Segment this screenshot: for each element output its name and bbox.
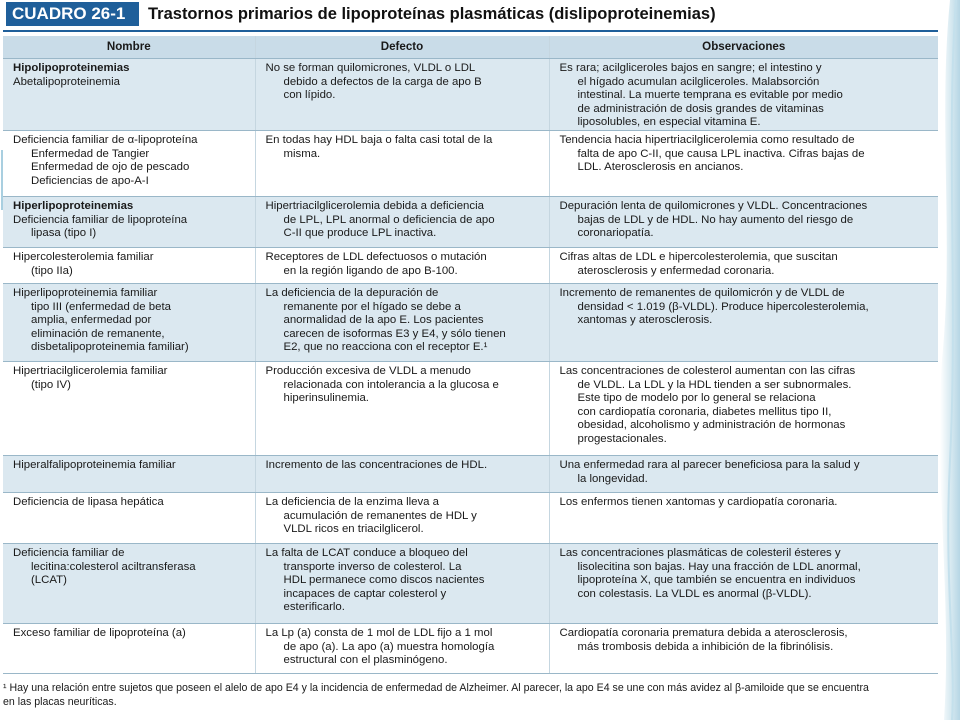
cell-nombre bbox=[3, 247, 255, 283]
cell-line: lipoproteína X, que también se encuentra en individuos bbox=[577, 574, 856, 587]
cell-line: La falta de LCAT conduce a bloqueo del bbox=[265, 546, 468, 559]
cell-line: obesidad, alcoholismo y administración de hormonas bbox=[577, 419, 846, 432]
cell-line: Una enfermedad rara al parecer beneficiosa para la salud y bbox=[559, 458, 860, 471]
cell-line: estructural con el plasminógeno. bbox=[283, 654, 448, 667]
cell-nombre bbox=[3, 455, 255, 492]
table-body bbox=[3, 59, 938, 674]
cell-line: Es rara; acilgliceroles bajos en sangre; el intestino y bbox=[559, 62, 822, 74]
cell-observaciones bbox=[549, 196, 938, 247]
cell-line: Los enfermos tienen xantomas y cardiopatía coronaria. bbox=[559, 495, 838, 508]
cell-defecto bbox=[255, 283, 549, 361]
cell-line: hiperinsulinemia. bbox=[283, 392, 369, 405]
cell-defecto bbox=[255, 361, 549, 455]
cell-line: Hipertriacilglicerolemia familiar bbox=[13, 364, 168, 377]
table-row bbox=[3, 361, 938, 455]
table-header-row bbox=[3, 36, 938, 59]
cell-line: en la región ligando de apo B-100. bbox=[283, 264, 458, 277]
table-row bbox=[3, 196, 938, 247]
cell-line: (LCAT) bbox=[31, 574, 67, 587]
cell-line: Producción excesiva de VLDL a menudo bbox=[265, 364, 471, 377]
cell-defecto bbox=[255, 130, 549, 196]
cell-line: Deficiencia familiar de lipoproteína bbox=[13, 213, 188, 226]
column-header-nombre: Nombre bbox=[3, 36, 255, 59]
cell-line: con cardiopatía coronaria, diabetes mellitus tipo II, bbox=[577, 405, 832, 418]
cell-line: La Lp (a) consta de 1 mol de LDL fijo a 1 mol bbox=[265, 626, 493, 639]
cell-line: con lípido. bbox=[283, 89, 336, 102]
cell-observaciones bbox=[549, 492, 938, 543]
cell-line: HDL permanece como discos nacientes bbox=[283, 574, 485, 587]
cell-line: Hipercolesterolemia familiar bbox=[13, 250, 154, 263]
table-row bbox=[3, 455, 938, 492]
cell-defecto bbox=[255, 59, 549, 131]
footnote-line: ¹ Hay una relación entre sujetos que poseen el alelo de apo E4 y la incidencia de enfermedad de Alzheimer. Al parecer, la apo E4 se une con más avidez al β-amiloide que se encuentra bbox=[3, 682, 869, 694]
cell-observaciones bbox=[549, 623, 938, 673]
cell-line: eliminación de remanente, bbox=[31, 327, 165, 340]
cell-line: Enfermedad de Tangier bbox=[31, 147, 150, 160]
cell-line: tipo III (enfermedad de beta bbox=[31, 300, 171, 313]
cell-defecto bbox=[255, 247, 549, 283]
cell-line: Cardiopatía coronaria prematura debida a aterosclerosis, bbox=[559, 626, 848, 639]
title-rule bbox=[3, 30, 938, 32]
cell-line: con colestasis. La VLDL es anormal (β-VLDL). bbox=[577, 587, 812, 600]
cell-line: el hígado acumulan acilgliceroles. Malabsorción bbox=[577, 75, 820, 88]
cell-defecto bbox=[255, 623, 549, 673]
cell-line: Depuración lenta de quilomicrones y VLDL. Concentraciones bbox=[559, 199, 868, 212]
cell-nombre bbox=[3, 543, 255, 623]
cell-line: falta de apo C-II, que causa LPL inactiva. Cifras bajas de bbox=[577, 147, 865, 160]
cell-line: relacionada con intolerancia a la glucosa e bbox=[283, 378, 499, 391]
cell-observaciones bbox=[549, 361, 938, 455]
cell-line: transporte inverso de colesterol. La bbox=[283, 560, 462, 573]
table-row bbox=[3, 59, 938, 131]
cell-observaciones bbox=[549, 543, 938, 623]
cell-line: VLDL ricos en triacilglicerol. bbox=[283, 523, 424, 536]
table-row bbox=[3, 247, 938, 283]
cell-observaciones bbox=[549, 59, 938, 131]
cell-line: Deficiencia de lipasa hepática bbox=[13, 495, 164, 508]
table-row bbox=[3, 492, 938, 543]
lipoprotein-disorders-table bbox=[3, 36, 938, 674]
cell-line: acumulación de remanentes de HDL y bbox=[283, 509, 477, 522]
cell-line: lipasa (tipo I) bbox=[31, 227, 97, 240]
cell-line: más trombosis debida a inhibición de la fibrinólisis. bbox=[577, 640, 834, 653]
cell-defecto bbox=[255, 455, 549, 492]
cell-line: carecen de isoformas E3 y E4, y sólo tienen bbox=[283, 327, 506, 340]
footnote bbox=[3, 682, 938, 709]
cell-line: anormalidad de la apo E. Los pacientes bbox=[283, 314, 484, 327]
cell-nombre bbox=[3, 623, 255, 673]
cell-line: LDL. Aterosclerosis en ancianos. bbox=[577, 161, 744, 174]
cell-line: aterosclerosis y enfermedad coronaria. bbox=[577, 264, 775, 277]
cell-line: Hiperlipoproteinemia familiar bbox=[13, 286, 158, 299]
cell-observaciones bbox=[549, 283, 938, 361]
column-header-defecto: Defecto bbox=[255, 36, 549, 59]
cell-line: de administración de dosis grandes de vitaminas bbox=[577, 102, 824, 115]
cell-line: Cifras altas de LDL e hipercolesterolemia, que suscitan bbox=[559, 250, 838, 263]
cell-line: Hiperalfalipoproteinemia familiar bbox=[13, 458, 176, 471]
cell-line: (tipo IIa) bbox=[31, 264, 73, 277]
cell-defecto bbox=[255, 196, 549, 247]
cell-line: remanente por el hígado se debe a bbox=[283, 300, 461, 313]
cell-line: Hipertriacilglicerolemia debida a deficiencia bbox=[265, 199, 484, 212]
group-heading: Hiperlipoproteinemias bbox=[13, 199, 134, 212]
cell-line: de VLDL. La LDL y la HDL tienden a ser subnormales. bbox=[577, 378, 852, 391]
cell-line: Las concentraciones de colesterol aumentan con las cifras bbox=[559, 364, 856, 377]
cell-line: E2, que no reacciona con el receptor E.¹ bbox=[283, 341, 488, 354]
table-row bbox=[3, 623, 938, 673]
cell-line: Deficiencia familiar de α-lipoproteína bbox=[13, 133, 198, 146]
cell-line: esterificarlo. bbox=[283, 601, 345, 614]
table-row bbox=[3, 543, 938, 623]
cell-line: de apo (a). La apo (a) muestra homología bbox=[283, 640, 495, 653]
footnote-line: en las placas neuríticas. bbox=[3, 695, 117, 708]
cell-line: Este tipo de modelo por lo general se relaciona bbox=[577, 392, 816, 405]
cell-line: La deficiencia de la depuración de bbox=[265, 286, 439, 299]
cell-nombre bbox=[3, 130, 255, 196]
cell-line: C-II que produce LPL inactiva. bbox=[283, 227, 437, 240]
cell-nombre bbox=[3, 59, 255, 131]
cell-line: Incremento de remanentes de quilomicrón y de VLDL de bbox=[559, 286, 845, 299]
cell-line: lecitina:colesterol aciltransferasa bbox=[31, 560, 196, 573]
cell-nombre bbox=[3, 492, 255, 543]
cell-line: Receptores de LDL defectuosos o mutación bbox=[265, 250, 487, 263]
cell-line: En todas hay HDL baja o falta casi total de la bbox=[265, 133, 493, 146]
cell-line: Deficiencias de apo-A-I bbox=[31, 174, 149, 187]
table-number-badge: CUADRO 26-1 bbox=[6, 2, 139, 26]
cell-nombre bbox=[3, 361, 255, 455]
cell-line: Abetalipoproteinemia bbox=[13, 75, 121, 88]
cell-line: Las concentraciones plasmáticas de colesteril ésteres y bbox=[559, 546, 841, 559]
cell-line: Exceso familiar de lipoproteína (a) bbox=[13, 626, 186, 639]
cell-line: intestinal. La muerte temprana es evitable por medio bbox=[577, 89, 843, 102]
cell-line: No se forman quilomicrones, VLDL o LDL bbox=[265, 62, 476, 74]
table-row bbox=[3, 283, 938, 361]
cell-line: Incremento de las concentraciones de HDL. bbox=[265, 458, 488, 471]
cell-nombre bbox=[3, 283, 255, 361]
cell-line: de LPL, LPL anormal o deficiencia de apo bbox=[283, 213, 495, 226]
cell-line: bajas de LDL y de HDL. No hay aumento del riesgo de bbox=[577, 213, 854, 226]
cell-line: la longevidad. bbox=[577, 472, 648, 485]
cell-line: densidad < 1.019 (β-VLDL). Produce hipercolesterolemia, bbox=[577, 300, 869, 313]
cell-line: amplia, enfermedad por bbox=[31, 314, 152, 327]
cell-line: lisolecitina son bajas. Hay una fracción de LDL anormal, bbox=[577, 560, 861, 573]
cell-line: (tipo IV) bbox=[31, 378, 71, 391]
cell-line: Deficiencia familiar de bbox=[13, 546, 125, 559]
cell-line: xantomas y aterosclerosis. bbox=[577, 314, 713, 327]
cell-observaciones bbox=[549, 247, 938, 283]
cell-line: debido a defectos de la carga de apo B bbox=[283, 75, 482, 88]
cell-nombre bbox=[3, 196, 255, 247]
cell-observaciones bbox=[549, 455, 938, 492]
cell-line: Tendencia hacia hipertriacilglicerolemia como resultado de bbox=[559, 133, 855, 146]
cell-line: incapaces de captar colesterol y bbox=[283, 587, 447, 600]
cell-line: liposolubles, en especial vitamina E. bbox=[577, 116, 761, 129]
cell-line: disbetalipoproteinemia familiar) bbox=[31, 341, 189, 354]
table-row bbox=[3, 130, 938, 196]
cell-line: progestacionales. bbox=[577, 432, 667, 445]
column-header-observaciones: Observaciones bbox=[549, 36, 938, 59]
cell-defecto bbox=[255, 543, 549, 623]
table-title: Trastornos primarios de lipoproteínas plasmáticas (dislipoproteinemias) bbox=[148, 5, 716, 23]
table-title-bar bbox=[3, 0, 938, 30]
cell-observaciones bbox=[549, 130, 938, 196]
cell-line: coronariopatía. bbox=[577, 227, 654, 240]
cell-line: misma. bbox=[283, 147, 321, 160]
cell-line: La deficiencia de la enzima lleva a bbox=[265, 495, 439, 508]
group-heading: Hipolipoproteinemias bbox=[13, 62, 130, 74]
cell-line: Enfermedad de ojo de pescado bbox=[31, 161, 190, 174]
cell-defecto bbox=[255, 492, 549, 543]
